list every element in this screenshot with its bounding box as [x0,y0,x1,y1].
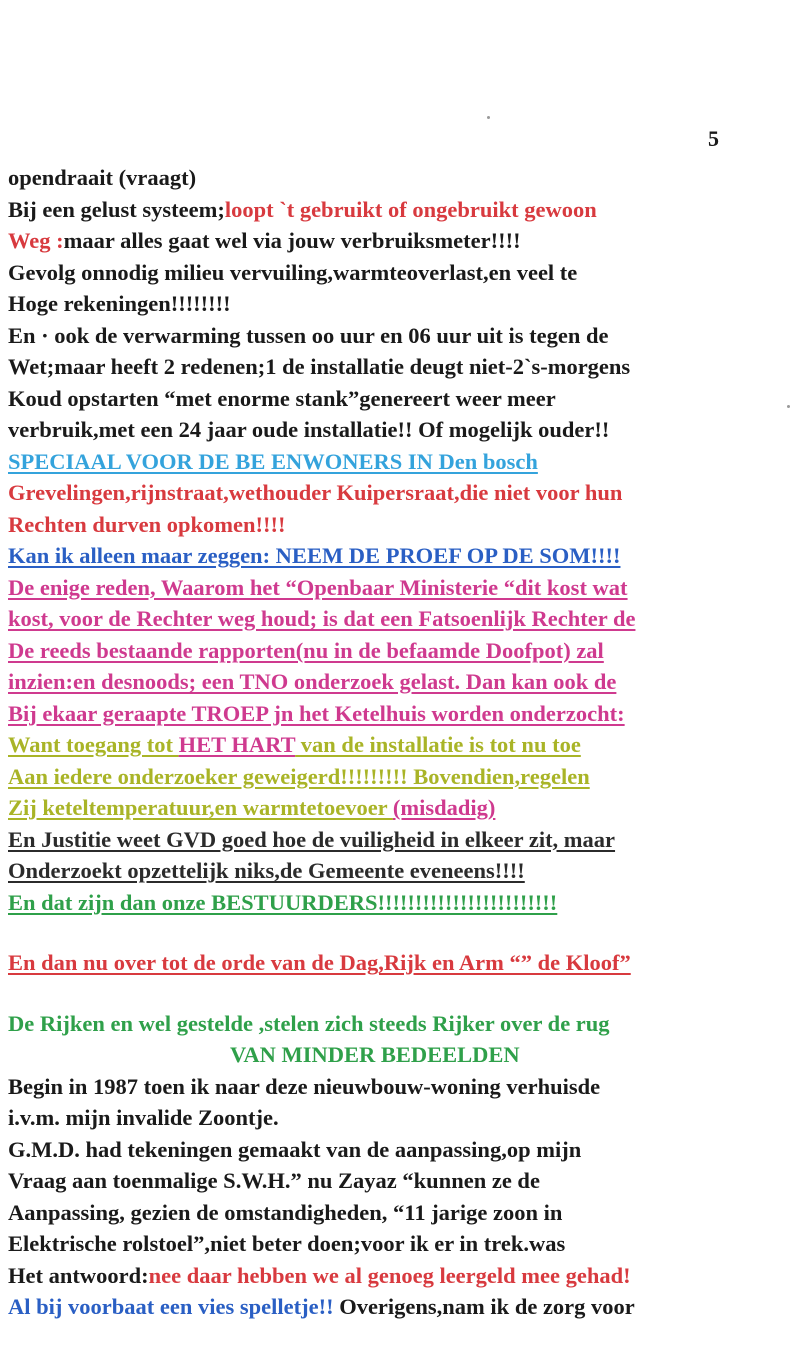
text-segment: Het antwoord: [8,1262,149,1288]
text-segment: Wet;maar heeft 2 redenen;1 de installatie deugt niet-2`s-morgens [8,354,631,379]
text-line [8,824,800,856]
text-line [8,1260,800,1292]
text-line [8,1039,800,1071]
text-line [8,761,800,793]
text-segment: Grevelingen,rijnstraat,wethouder Kuipersraat,die niet voor hun [8,480,623,505]
text-segment: Koud opstarten “met enorme stank”genereert weer meer [8,385,556,411]
text-line [8,603,800,635]
text-segment: En Justitie weet GVD goed hoe de vuiligheid in elkeer zit, maar [8,826,616,852]
text-line [8,855,800,887]
text-segment: HET HART [178,732,296,757]
text-segment: i.v.m. mijn invalide Zoontje. [8,1105,279,1130]
text-line [8,666,800,698]
text-segment: Hoge rekeningen!!!!!!!! [8,291,231,316]
text-line [8,792,800,824]
text-line [8,446,800,478]
text-segment: Al bij voorbaat een vies spelletje!! [8,1294,340,1319]
text-segment: Rechten durven opkomen!!!! [8,511,286,537]
text-line [8,887,800,919]
text-line [8,194,800,226]
text-segment: van de installatie is tot nu toe [295,732,581,757]
text-segment: nee daar hebben we al genoeg leergeld mee gehad! [148,1262,631,1288]
page-number: 5 [708,126,719,151]
text-segment: maar alles gaat wel via jouw verbruiksmeter!!!! [63,228,521,253]
text-segment: Begin in 1987 toen ik naar deze nieuwbouw-woning verhuisde [8,1073,601,1099]
text-segment: Gevolg onnodig milieu vervuiling,warmteoverlast,en veel te [8,259,578,285]
text-line [8,1165,800,1197]
text-segment: Vraag aan toenmalige S.W.H.” nu Zayaz “kunnen ze de [8,1168,540,1193]
text-line [8,383,800,415]
text-segment: Weg : [8,228,64,253]
text-line [8,1291,800,1323]
text-line [8,225,800,257]
text-line [8,540,800,572]
text-line [8,635,800,667]
text-segment: Bij een gelust systeem; [8,196,225,222]
text-line [8,1102,800,1134]
text-line [8,1228,800,1260]
text-line [8,1008,800,1040]
text-segment: VAN MINDER BEDEELDEN [230,1042,520,1067]
text-line [8,729,800,761]
text-segment: SPECIAAL VOOR DE BE ENWONERS IN Den bosch [8,448,538,474]
text-line [8,947,800,979]
text-segment: verbruik,met een 24 jaar oude installatie!! Of mogelijk ouder!! [8,417,610,442]
text-segment: G.M.D. had tekeningen gemaakt van de aanpassing,op mijn [8,1136,582,1162]
text-segment: De reeds bestaande rapporten(nu in de befaamde Doofpot) zal [8,637,604,663]
text-segment: Elektrische rolstoel”,niet beter doen;voor ik er in trek.was [8,1231,566,1256]
text-segment: Bij ekaar geraapte TROEP jn het Ketelhuis worden onderzocht: [8,700,625,726]
text-line [8,288,800,320]
text-segment: Overigens,nam ik de zorg voor [339,1294,635,1319]
text-segment: Onderzoekt opzettelijk niks,de Gemeente eveneens!!!! [8,858,525,883]
text-segment: kost, voor de Rechter weg houd; is dat een Fatsoenlijk Rechter de [8,606,636,631]
text-segment: opendraait (vraagt) [8,165,197,190]
text-segment: Want toegang tot [8,732,179,757]
text-segment: Zij keteltemperatuur,en warmtetoevoer [8,795,393,820]
blank-line [8,979,800,1008]
text-segment: En dan nu over tot de orde van de Dag,Rijk en Arm “” de Kloof” [8,950,631,975]
text-segment: De Rijken en wel gestelde ,stelen zich steeds Rijker over de rug [8,1010,610,1036]
text-segment: Aanpassing, gezien de omstandigheden, “11 jarige zoon in [8,1199,563,1225]
text-segment: Aan iedere onderzoeker geweigerd!!!!!!!!! Bovendien,regelen [8,763,590,789]
text-segment: loopt `t gebruikt of ongebruikt gewoon [224,196,597,222]
text-line [8,698,800,730]
text-line [8,414,800,446]
text-line [8,1197,800,1229]
text-segment: De enige reden, Waarom het “Openbaar Ministerie “dit kost wat [8,574,628,600]
text-line [8,320,800,352]
text-segment: En · ook de verwarming tussen oo uur en 06 uur uit is tegen de [8,322,609,348]
text-line [8,572,800,604]
text-line [8,509,800,541]
blank-line [8,918,800,947]
scan-speck [787,405,790,408]
text-segment: En dat zijn dan onze BESTUURDERS!!!!!!!!!!!!!!!!!!!!!!!! [8,889,558,915]
text-line [8,1071,800,1103]
document-body [8,162,800,1323]
text-line [8,477,800,509]
text-line [8,162,800,194]
scan-speck [487,116,490,119]
text-line [8,351,800,383]
text-line [8,257,800,289]
text-segment: (misdadig) [392,795,496,820]
text-segment: Kan ik alleen maar zeggen: NEEM DE PROEF OP DE SOM!!!! [8,543,621,568]
text-segment: inzien:en desnoods; een TNO onderzoek gelast. Dan kan ook de [8,669,617,694]
text-line [8,1134,800,1166]
